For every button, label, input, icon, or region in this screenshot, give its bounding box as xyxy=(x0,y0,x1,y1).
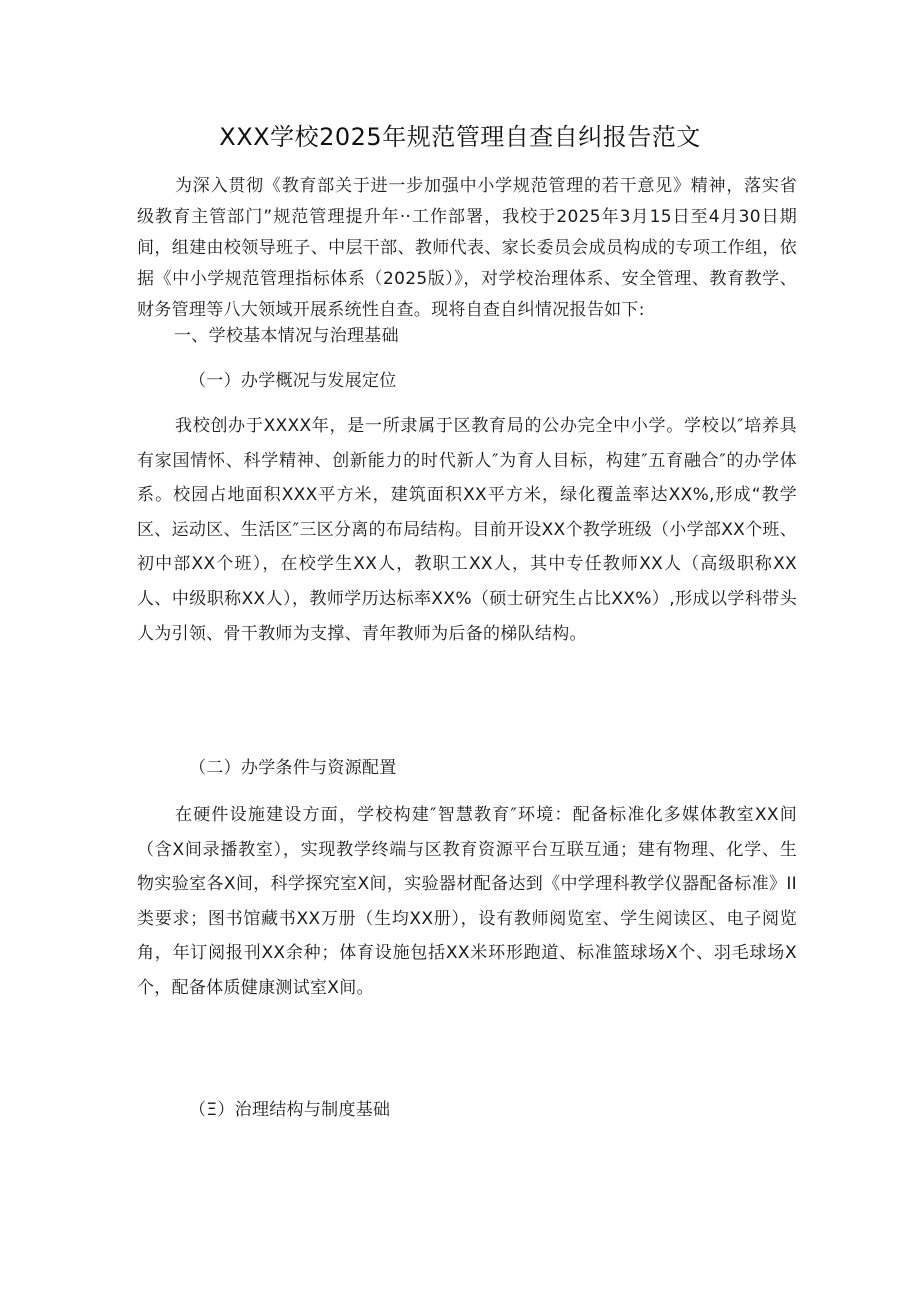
subsection-heading-3: （Ξ）治理结构与制度基础 xyxy=(189,1100,391,1120)
section-heading-1: 一、学校基本情况与治理基础 xyxy=(174,326,399,346)
subsection-heading-1: （一）办学概况与发展定位 xyxy=(189,371,397,391)
subsection-heading-2: （二）办学条件与资源配置 xyxy=(189,758,397,778)
intro-paragraph: 为深入贯彻《教育部关于进一步加强中小学规范管理的若干意见》精神，落实省级教育主管部门”规范管理提升年··工作部署，我校于2025年3月15日至4月30日期间，组建由校领导班子、中层干部、教师代表、家长委员会成员构成的专项工作组，依据《中小学规范管理指标体系（2025版）》，对学校治理体系、安全管理、教育教学、财务管理等八大领域开展系统性自查。现将自查自纠情况报告如下: xyxy=(137,176,797,320)
subsection-2-paragraph: 在硬件设施建设方面，学校构建″智慧教育″环境：配备标准化多媒体教室XX间（含X间录播教室），实现教学终端与区教育资源平台互联互通；建有物理、化学、生物实验室各X间，科学探究室X间，实验器材配备达到《中学理科教学仪器配备标准》II类要求；图书馆藏书XX万册（生均XX册），设有教师阅览室、学生阅读区、电子阅览角，年订阅报刊XX余种；体育设施包括XX米环形跑道、标准篮球场X个、羽毛球场X个，配备体质健康测试室X间。 xyxy=(137,805,797,998)
subsection-1-paragraph: 我校创办于XXXX年，是一所隶属于区教育局的公办完全中小学。学校以″培养具有家国情怀、科学精神、创新能力的时代新人″为育人目标，构建″五育融合″的办学体系。校园占地面积XXX平方米，建筑面积XX平方米，绿化覆盖率达XX%,形成“教学区、运动区、生活区″三区分离的布局结构。目前开设XX个教学班级（小学部XX个班、初中部XX个班），在校学生XX人，教职工XX人，其中专任教师XX人（高级职称XX人、中级职称XX人），教师学历达标率XX%（硕士研究生占比XX%）,形成以学科带头人为引领、骨干教师为支撑、青年教师为后备的梯队结构。 xyxy=(137,416,797,644)
document-title: XXX学校2025年规范管理自查自纠报告范文 xyxy=(219,123,701,151)
